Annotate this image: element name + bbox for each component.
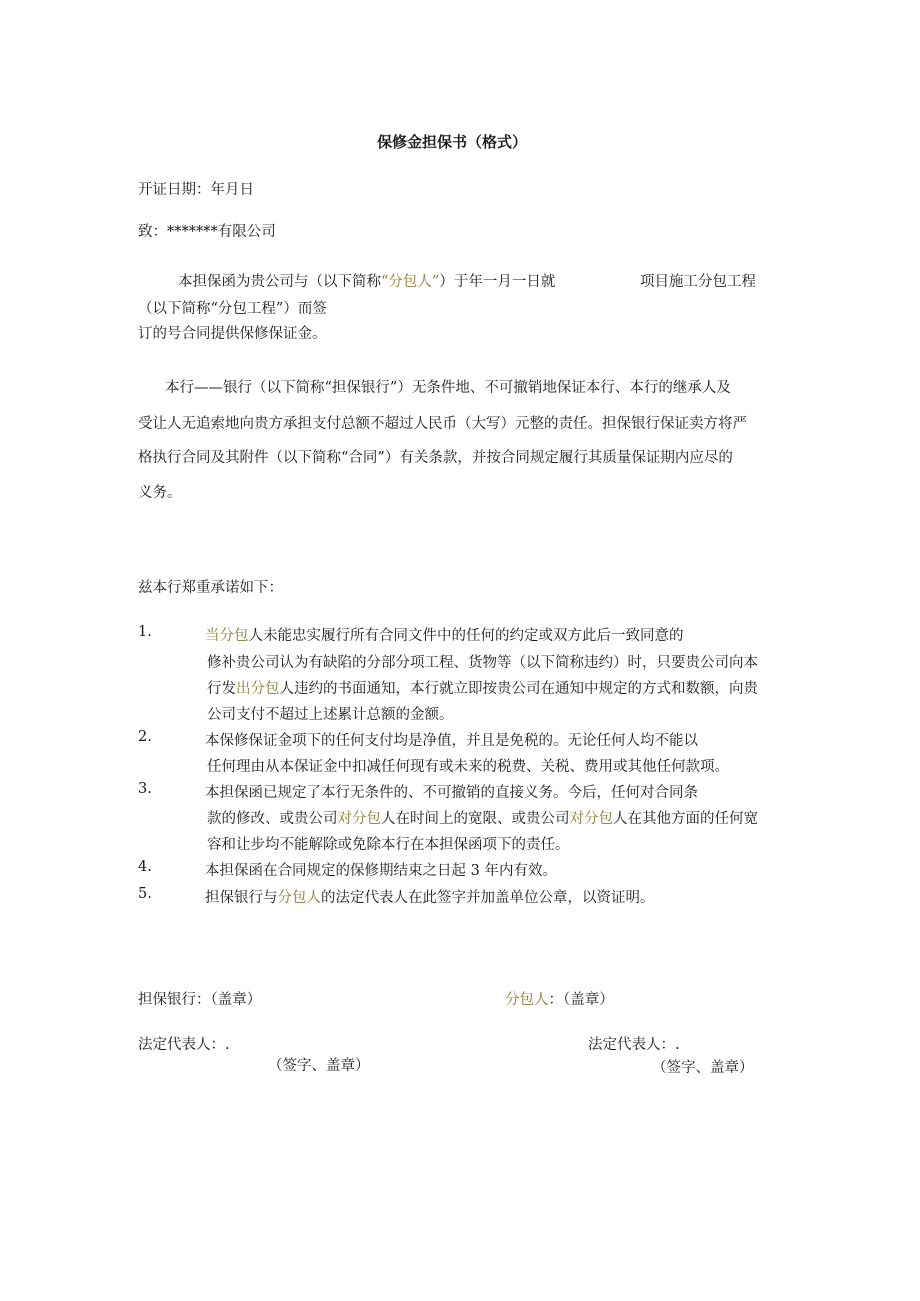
item-1-text-rest: 人违约的书面通知，本行就立即按贵公司在通知中规定的方式和数额，向贵 — [279, 681, 758, 697]
item-number: 1. — [138, 624, 152, 640]
item-1-line-4: 公司支付不超过上述累计总额的金额。 — [207, 707, 454, 723]
item-2-line-2: 任何理由从本保证金中扣减任何现有或未来的税费、关税、费用或其他任何款项。 — [207, 759, 729, 775]
guarantee-line-1: 本行——银行（以下简称“担保银行”）无条件地、不可撤销地保证本行、本行的继承人及 — [165, 380, 731, 396]
guarantee-line-2: 受让人无追索地向贵方承担支付总额不超过人民币（大写）元整的责任。担保银行保证卖方将严 — [138, 416, 747, 432]
item-1-highlight: 当分包 — [205, 628, 249, 644]
intro-text-c: ）于年一月一日就 — [439, 274, 556, 290]
item-2-line-1: 本保修保证金项下的任何支付均是净值，并且是免税的。无论任何人均不能以 — [205, 733, 698, 749]
item-1-highlight-2: 出分包 — [236, 681, 280, 697]
item-number: 3. — [138, 781, 152, 797]
page-title: 保修金担保书（格式） — [377, 133, 528, 151]
intro-line-2: （以下简称“分包工程”）而签 — [138, 301, 327, 317]
item-number: 5. — [138, 886, 152, 902]
guarantee-line-3: 格执行合同及其附件（以下简称“合同”）有关条款，并按合同规定履行其质量保证期内应尽的 — [138, 450, 733, 466]
intro-line-3: 订的号合同提供保修保证金。 — [138, 326, 327, 342]
item-3-line-1: 本担保函已规定了本行无条件的、不可撤销的直接义务。今后，任何对合同条 — [205, 785, 698, 801]
recipient: 致：*******有限公司 — [138, 224, 276, 240]
item-1-line-3 — [207, 677, 758, 698]
item-3-line-3: 容和让步均不能解除或免除本行在本担保函项下的责任。 — [207, 837, 570, 853]
intro-project: 项目施工分包工程 — [640, 274, 756, 290]
item-5-highlight: 分包人 — [277, 890, 321, 906]
item-1-line-1 — [205, 624, 684, 645]
item-4-line-1: 本担保函在合同规定的保修期结束之日起 3 年内有效。 — [205, 863, 557, 879]
item-number: 2. — [138, 729, 152, 745]
intro-text-a: 本担保函为贵公司与（以下简称 — [178, 274, 381, 290]
intro-subcontractor-term: “分包人” — [381, 274, 440, 290]
item-1-line-2: 修补贵公司认为有缺陷的分部分项工程、货物等（以下简称违约）时，只要贵公司向本 — [207, 655, 758, 671]
item-3-line-2 — [207, 807, 758, 828]
item-3-highlight-2: 对分包 — [569, 811, 613, 827]
item-3-text-b: 人在时间上的宽限、或贵公司 — [381, 811, 570, 827]
subcontractor-seal-label — [505, 988, 614, 1009]
subcontractor-seal-text: ：（盖章） — [548, 992, 614, 1008]
item-3-highlight-1: 对分包 — [337, 811, 381, 827]
intro-line-1 — [178, 270, 555, 291]
item-5-text-a: 担保银行与 — [205, 890, 278, 906]
item-3-text-a: 款的修改、或贵公司 — [207, 811, 338, 827]
issue-date: 开证日期：年月日 — [138, 182, 254, 198]
guarantee-line-4: 义务。 — [138, 485, 182, 501]
legal-rep-right: 法定代表人：. — [588, 1037, 680, 1053]
sign-note-left: （签字、盖章） — [268, 1058, 370, 1074]
item-3-text-c: 人在其他方面的任何宽 — [613, 811, 758, 827]
sign-note-right: （签字、盖章） — [652, 1060, 754, 1076]
item-1-text: 人未能忠实履行所有合同文件中的任何的约定或双方此后一致同意的 — [248, 628, 684, 644]
commitment-heading: 兹本行郑重承诺如下： — [138, 580, 283, 596]
legal-rep-left: 法定代表人：. — [138, 1037, 230, 1053]
item-number: 4. — [138, 859, 152, 875]
item-5-text-b: 的法定代表人在此签字并加盖单位公章，以资证明。 — [321, 890, 655, 906]
bank-seal-label: 担保银行：（盖章） — [138, 992, 262, 1008]
item-1-text-a: 行发 — [207, 681, 236, 697]
subcontractor-term: 分包人 — [505, 992, 549, 1008]
item-5-line-1 — [205, 886, 655, 907]
